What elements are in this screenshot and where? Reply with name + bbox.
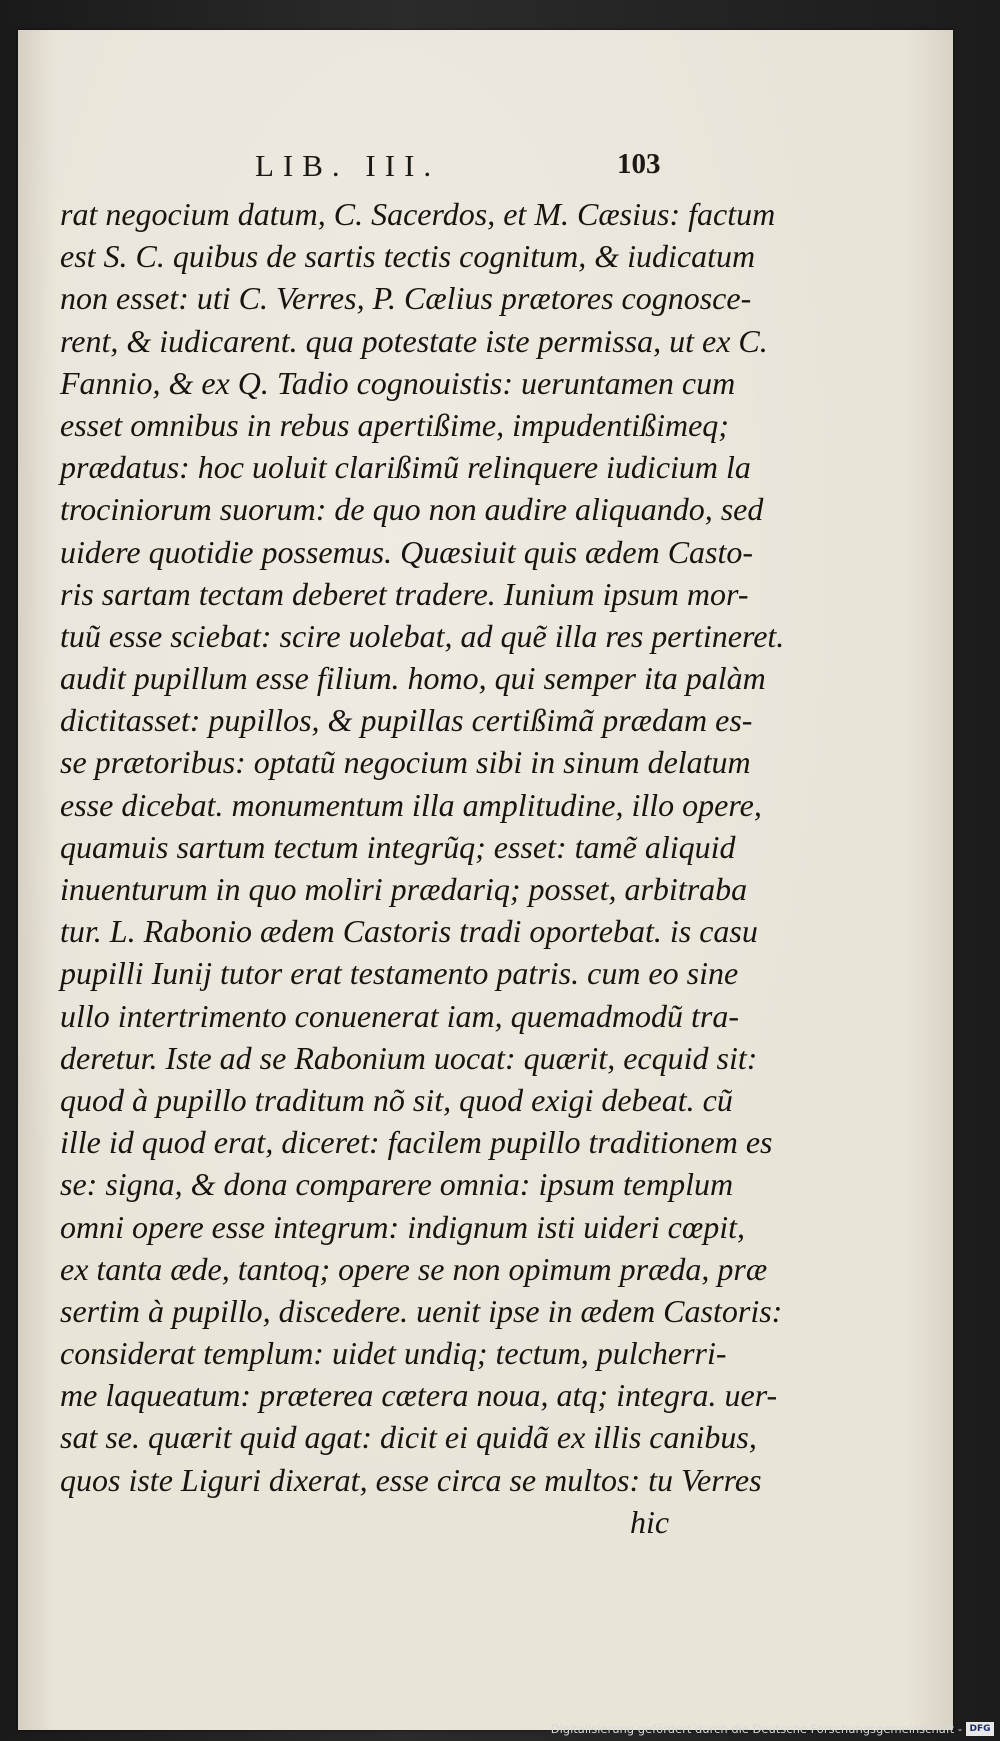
text-line: ris sartam tectam deberet tradere. Iunium ipsum mor- [60, 575, 749, 612]
text-line: tuũ esse sciebat: scire uolebat, ad quẽ illa res pertineret. [60, 617, 785, 654]
text-line: Fannio, & ex Q. Tadio cognouistis: ueruntamen cum [60, 364, 736, 401]
text-line: pupilli Iunij tutor erat testamento patris. cum eo sine [60, 955, 739, 992]
text-line: esset omnibus in rebus apertißime, impudentißimeq; [60, 406, 729, 443]
text-line: quamuis sartum tectum integrũq; esset: tamẽ aliquid [60, 828, 736, 865]
running-title: LIB. III. [255, 148, 441, 183]
footer-bar [0, 1718, 1000, 1741]
catchword: hic [630, 1503, 670, 1540]
text-block [60, 193, 785, 1543]
text-line: rat negocium datum, C. Sacerdos, et M. Cæsius: factum [60, 196, 776, 232]
text-line: prædatus: hoc uoluit clarißimũ relinquere iudicium la [60, 449, 751, 486]
text-line: omni opere esse integrum: indignum isti uideri cœpit, [60, 1208, 745, 1245]
text-line: non esset: uti C. Verres, P. Cælius prætores cognosce- [60, 280, 752, 317]
page-number: 103 [617, 148, 661, 180]
text-line: ullo intertrimento conuenerat iam, quemadmodũ tra- [60, 997, 740, 1034]
text-line: ille id quod erat, diceret: facilem pupillo traditionem es [60, 1124, 773, 1161]
dfg-logo: DFG [966, 1722, 994, 1736]
text-line: se: signa, & dona comparere omnia: ipsum templum [60, 1166, 734, 1203]
text-line: deretur. Iste ad se Rabonium uocat: quærit, ecquid sit: [60, 1039, 758, 1076]
text-line: quod à pupillo traditum nõ sit, quod exigi debeat. cũ [60, 1081, 733, 1118]
funding-credit: Digitalisierung gefördert durch die Deutsche Forschungsgemeinschaft - [550, 1722, 962, 1736]
text-line: trociniorum suorum: de quo non audire aliquando, sed [60, 491, 764, 528]
text-line: considerat templum: uidet undiq; tectum, pulcherri- [60, 1335, 727, 1372]
text-line: inuenturum in quo moliri prædariq; posset, arbitraba [60, 871, 748, 907]
text-line: esse dicebat. monumentum illa amplitudine, illo opere, [60, 786, 762, 823]
text-line: tur. L. Rabonio ædem Castoris tradi oportebat. is casu [60, 913, 758, 950]
text-line: rent, & iudicarent. qua potestate iste permissa, ut ex C. [60, 322, 768, 359]
catchword-line [60, 1501, 720, 1543]
text-line: me laqueatum: præterea cætera noua, atq; integra. uer- [60, 1377, 778, 1414]
text-line: audit pupillum esse filium. homo, qui semper ita palàm [60, 660, 766, 697]
text-line: est S. C. quibus de sartis tectis cognitum, & iudicatum [60, 238, 756, 275]
text-line: sertim à pupillo, discedere. uenit ipse in ædem Castoris: [60, 1292, 783, 1329]
text-line: sat se. quærit quid agat: dicit ei quidã ex illis canibus, [60, 1419, 757, 1456]
text-line: dictitasset: pupillos, & pupillas certißimã prædam es- [60, 702, 753, 739]
text-line: ex tanta æde, tantoq; opere se non opimum præda, præ [60, 1250, 768, 1287]
text-line: se prætoribus: optatũ negocium sibi in sinum delatum [60, 744, 751, 781]
text-line: quos iste Liguri dixerat, esse circa se multos: tu Verres [60, 1461, 762, 1498]
text-line: uidere quotidie possemus. Quæsiuit quis ædem Casto- [60, 533, 754, 570]
